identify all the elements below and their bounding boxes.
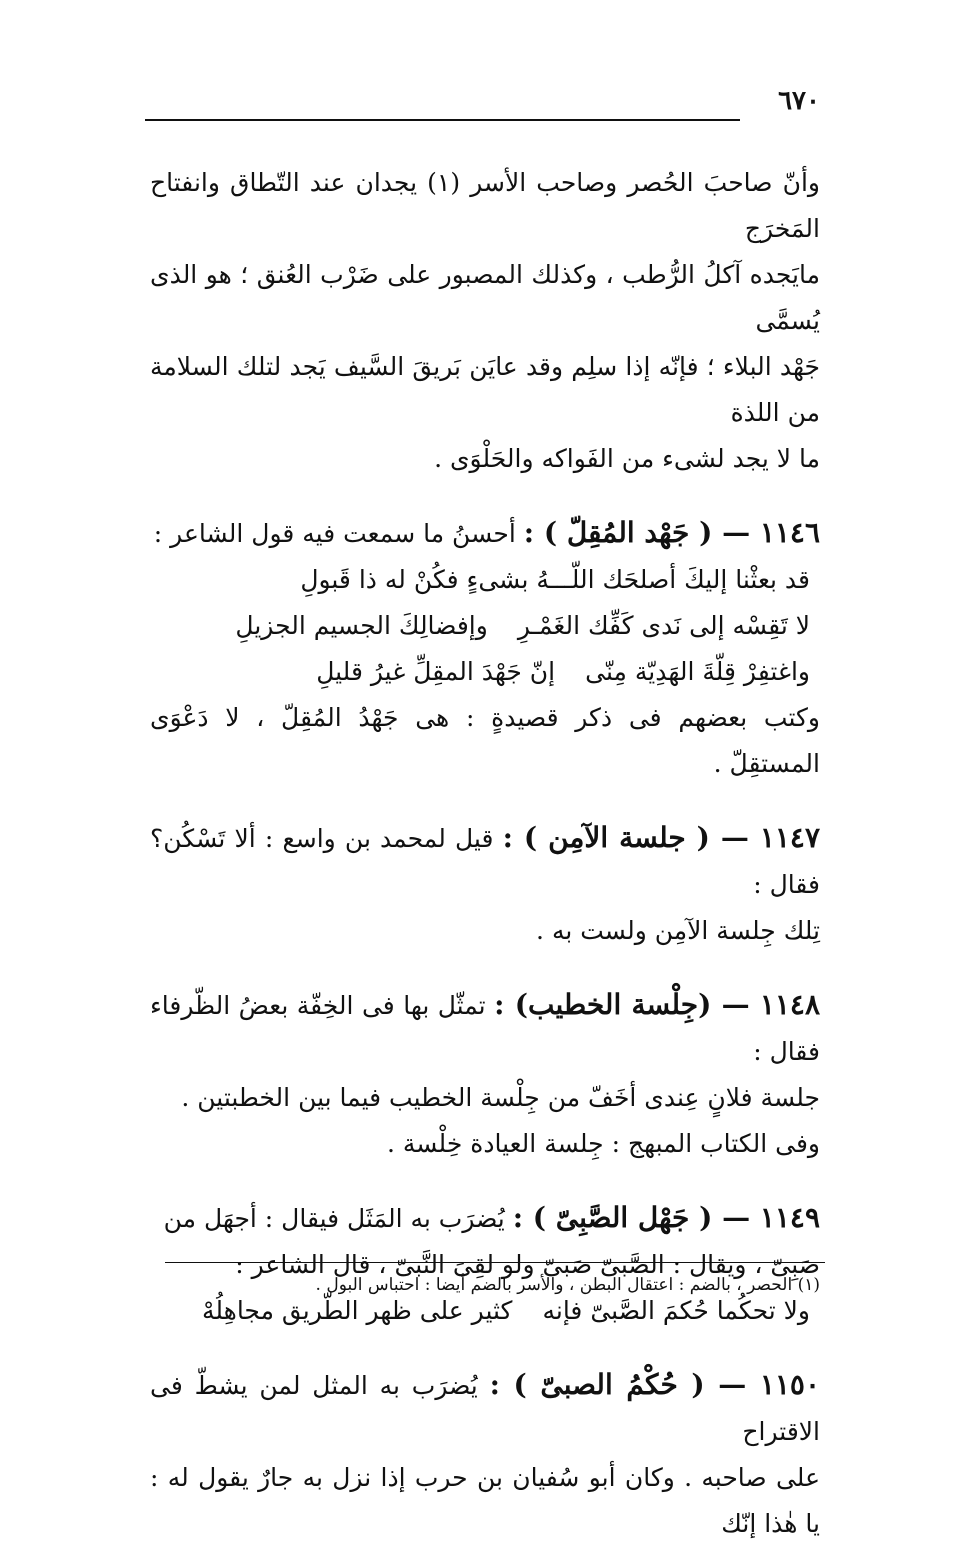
text-line: تِلك جِلسة الآمِن ولست به . <box>536 916 820 945</box>
body-text <box>150 160 820 1547</box>
footnote-rule <box>165 1262 825 1263</box>
verse-hemistich: كثير على ظهر الطّريق مجاهِلُهْ <box>201 1296 513 1325</box>
entry-first-line <box>150 1362 820 1455</box>
text-line: أحسنُ ما سمعت فيه قول الشاعر : <box>153 519 516 548</box>
text-line: تمثّل بها فى الخِفّة بعضُ الظّرفاء فقال : <box>150 991 820 1066</box>
verse-line <box>150 649 820 695</box>
text-line: وكتب بعضهم فى ذكر قصيدةٍ : هى جَهْدُ المُقِلّ ، لا دَعْوَى المستقِلّ . <box>150 703 820 778</box>
text-line: جَهْد البلاء ؛ فإنّه إذا سلِم وقد عايَن بَريقَ السَّيف يَجد لتلك السلامة من اللذة <box>150 352 820 427</box>
entry-1149 <box>150 1195 820 1334</box>
entry-heading: ١١٤٩ — ( جَهْل الصَّبِىّ ) : <box>512 1201 820 1234</box>
entry-1150 <box>150 1362 820 1547</box>
text-line: يُضرَب به المثل لمن يشطّ فى الاقتراح <box>150 1371 820 1446</box>
text-line: جلسة فلانٍ عِندى أخَفّ من جِلْسة الخطيب فيما بين الخطبتين . <box>181 1083 820 1112</box>
text-line: مايَجده آكلُ الرُّطب ، وكذلك المصبور على ضَرْب العُنق ؛ هو الذى يُسمَّى <box>150 260 820 335</box>
verse-line <box>150 603 820 649</box>
text-line: على صاحبه . وكان أبو سُفيان بن حرب إذا نزل به جارٌ يقول له : يا هٰذا إنّك <box>150 1463 820 1538</box>
entry-1148 <box>150 982 820 1167</box>
verse-line <box>150 557 820 603</box>
entry-1147 <box>150 815 820 954</box>
text-line: قيل لمحمد بن واسع : ألا تَسْكُن؟ فقال : <box>150 824 820 899</box>
verse-hemistich: ولا تحكُما حُكمَ الصَّبىّ فإنه <box>542 1296 810 1325</box>
entry-heading: ١١٥٠ — ( حُكْمُ الصبىّ ) : <box>489 1368 820 1401</box>
entry-first-line <box>150 510 820 557</box>
entry-first-line <box>150 982 820 1075</box>
verse-hemistich: وإفضالِكَ الجسيم الجزيلِ <box>235 611 488 640</box>
footnote: (١) الحصر ، بالضم : اعتقال البطن ، والأسر بالضم أيضا : احتباس البول . <box>315 1275 820 1295</box>
verse-hemistich: إنّ جَهْدَ المقِلِّ غيرُ قليلِ <box>316 657 556 686</box>
entry-heading: ١١٤٦ — ( جَهْد المُقِلّ ) : <box>523 516 820 549</box>
verse-hemistich: واغتفِرْ قِلّةَ الهَدِيّة مِنّى <box>585 657 810 686</box>
verse-hemistich: قد بعثْنا إليكَ أصلحَك اللّـــهُ بشىءٍ فكُنْ له ذا قَبولِ <box>300 565 810 594</box>
entry-heading: ١١٤٧ — ( جلسة الآمِن ) : <box>502 821 820 854</box>
page-number: ٦٧٠ <box>778 86 820 116</box>
entry-1146 <box>150 510 820 787</box>
entry-first-line <box>150 815 820 908</box>
entry-heading: ١١٤٨ — (جِلْسة الخطيب) : <box>494 988 820 1021</box>
text-line: وفى الكتاب المبهج : جِلسة العيادة خِلْسة . <box>386 1129 820 1158</box>
entry-first-line <box>150 1195 820 1242</box>
header-rule <box>145 119 740 121</box>
text-line: وأنّ صاحبَ الحُصر وصاحب الأسر (١) يجدان عند التّطاق وانفتاح المَخرَج <box>150 168 820 243</box>
intro-paragraph <box>150 160 820 482</box>
text-line: ما لا يجد لشىء من الفَواكه والحَلْوَى . <box>434 444 820 473</box>
verse-hemistich: لا تَقِسْه إلى نَدى كَفِّك الغَمْـرِ <box>517 611 810 640</box>
page-header <box>145 86 820 126</box>
text-line: يُضرَب به المَثَل فيقال : أجهَل من <box>163 1204 505 1233</box>
text-line: صَبِىّ ، ويقال : الصَّبىّ صَبىّ ولو لقِىَ النَّبىّ ، قال الشاعر : <box>235 1250 820 1279</box>
